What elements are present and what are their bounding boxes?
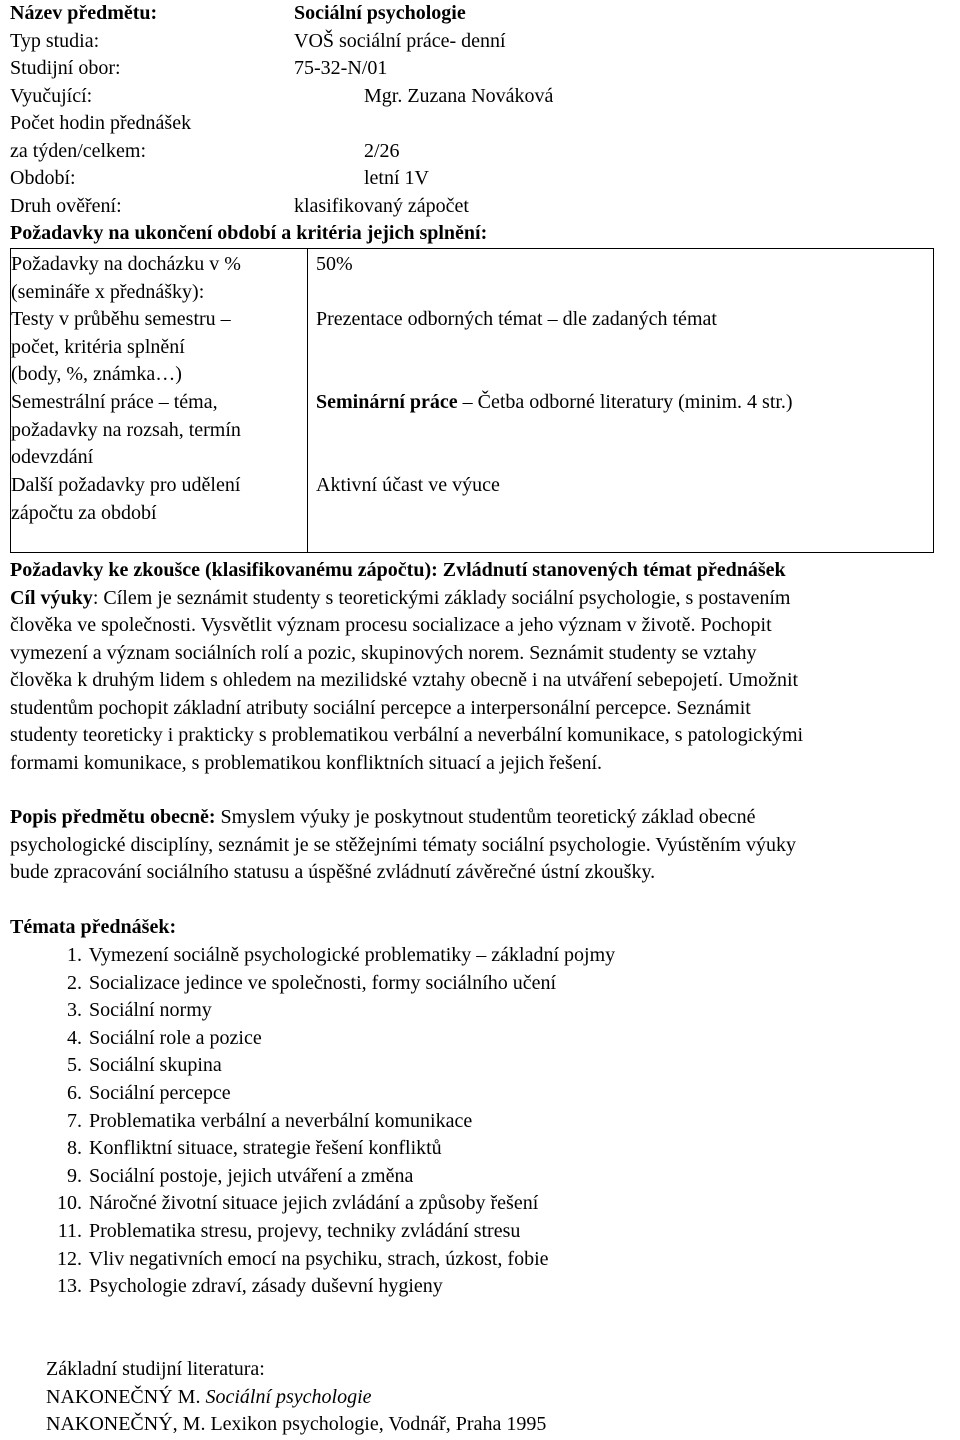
row-label-line: (semináře x přednášky): (11, 280, 205, 303)
list-item (46, 1080, 615, 1108)
list-item-number: 2. (67, 971, 82, 994)
goal-line: vymezení a význam sociálních rolí a pozic, skupinových norem. Seznámit studenty se vztahy (10, 641, 757, 664)
list-item-number: 6. (67, 1081, 82, 1104)
list-item-text: Náročné životní situace jejich zvládání a způsoby řešení (89, 1192, 539, 1215)
seminar-work-bold: Seminární práce (316, 391, 458, 413)
topics-heading: Témata přednášek: (10, 916, 177, 938)
table-row-semestral-value (316, 389, 793, 417)
topics-list (46, 942, 615, 1301)
row-label-line: zápočtu za období (11, 501, 157, 524)
list-item-number: 11. (57, 1219, 82, 1242)
description-label: Popis předmětu obecně: (10, 806, 216, 828)
list-item (46, 1135, 615, 1163)
teacher-label: Vyučující: (10, 84, 93, 107)
list-item (46, 942, 615, 970)
literature-author: NAKONEČNÝ M. (46, 1385, 206, 1408)
table-row-semestral-label (11, 389, 241, 472)
field-label: Studijní obor: (10, 57, 121, 79)
subject-value: Sociální psychologie (294, 2, 466, 24)
goal-paragraph (10, 585, 960, 778)
list-item-text: Sociální normy (89, 999, 212, 1022)
table-row-other-value: Aktivní účast ve výuce (316, 474, 500, 496)
hours-value: 2/26 (364, 139, 400, 162)
goal-line: studenty teoreticky i prakticky s problematikou verbální a neverbální komunikace, s patologickými (10, 724, 804, 746)
list-item-number: 8. (67, 1137, 82, 1160)
literature-title: Sociální psychologie (205, 1385, 372, 1408)
list-item (46, 1218, 615, 1246)
literature-item (46, 1384, 546, 1412)
teacher-value: Mgr. Zuzana Nováková (364, 84, 554, 107)
list-item-number: 10. (57, 1192, 82, 1215)
table-row-attendance-label (11, 251, 241, 306)
list-item-number: 1. (67, 944, 82, 966)
row-label-line: odevzdání (11, 446, 94, 468)
study-type-value: VOŠ sociální práce- denní (294, 29, 506, 52)
list-item-text: Sociální postoje, jejich utváření a změna (89, 1164, 414, 1187)
goal-line: člověka ve společnosti. Vysvětlit význam procesu socializace a jeho význam v životě. Pochopit (10, 614, 772, 636)
list-item-text: Vymezení sociálně psychologické problematiky – základní pojmy (88, 944, 616, 966)
list-item-number: 12. (57, 1247, 82, 1270)
list-item-number: 3. (67, 999, 82, 1022)
list-item-number: 13. (57, 1275, 82, 1298)
list-item-text: Sociální skupina (89, 1054, 222, 1077)
goal-colon: : (92, 586, 99, 609)
verification-value: klasifikovaný zápočet (294, 194, 469, 217)
row-label-line: Testy v průběhu semestru – (11, 308, 231, 330)
verification-label: Druh ověření: (10, 194, 122, 217)
description-line: bude zpracování sociálního statusu a úspěšné zvládnutí závěrečné ústní zkoušky. (10, 861, 656, 883)
literature-item: NAKONEČNÝ, M. Lexikon psychologie, Vodnář, Praha 1995 (46, 1413, 547, 1435)
goal-line: člověka k druhým lidem s ohledem na mezilidské vztahy obecně i na utváření sebepojetí. Umožnit (10, 669, 799, 691)
description-text: Smyslem výuky je poskytnout studentům teoretický základ obecné (215, 806, 756, 828)
description-line (10, 804, 960, 832)
exam-requirements: Požadavky ke zkoušce (klasifikovanému zápočtu): Zvládnutí stanovených témat přednášek (10, 559, 786, 581)
row-label-line: Další požadavky pro udělení (11, 474, 241, 496)
row-label-line: Semestrální práce – téma, (11, 391, 218, 413)
row-label-line: počet, kritéria splnění (11, 335, 185, 358)
list-item (46, 1246, 615, 1274)
requirements-table (10, 248, 934, 553)
goal-line (10, 585, 960, 613)
list-item-number: 9. (67, 1164, 82, 1187)
hours-label-1: Počet hodin přednášek (10, 112, 192, 134)
table-row-other-label (11, 472, 240, 527)
list-item (46, 1163, 615, 1191)
list-item-text: Problematika verbální a neverbální komunikace (89, 1109, 473, 1132)
row-label-line: Požadavky na docházku v % (11, 253, 241, 275)
list-item-text: Socializace jedince ve společnosti, formy sociálního učení (89, 971, 557, 994)
list-item-number: 4. (67, 1026, 82, 1049)
period-value: letní 1V (364, 167, 429, 189)
description-paragraph (10, 804, 960, 887)
list-item-text: Vliv negativních emocí na psychiku, strach, úzkost, fobie (88, 1247, 549, 1270)
period-label: Období: (10, 167, 76, 189)
literature-heading: Základní studijní literatura: (46, 1358, 265, 1380)
table-row-tests-label (11, 306, 231, 389)
list-item-text: Sociální role a pozice (89, 1026, 262, 1049)
table-column-divider (307, 249, 308, 552)
list-item-text: Problematika stresu, projevy, techniky zvládání stresu (89, 1219, 521, 1242)
goal-line: formami komunikace, s problematikou konfliktních situací a jejich řešení. (10, 751, 603, 774)
subject-label: Název předmětu: (10, 2, 158, 24)
literature-section (46, 1356, 546, 1439)
list-item (46, 1025, 615, 1053)
row-label-line: požadavky na rozsah, termín (11, 418, 241, 441)
goal-line: studentům pochopit základní atributy sociální percepce a interpersonální percepce. Seznámit (10, 696, 751, 719)
list-item (46, 1273, 615, 1301)
description-line: psychologické disciplíny, seznámit je se stěžejními tématy sociální psychologie. Vyústěním výuky (10, 833, 796, 856)
table-row-attendance-value: 50% (316, 253, 353, 275)
list-item (46, 1052, 615, 1080)
goal-label: Cíl výuky (10, 586, 93, 609)
row-label-line: (body, %, známka…) (11, 363, 182, 385)
list-item (46, 1190, 615, 1218)
list-item-text: Konfliktní situace, strategie řešení konfliktů (89, 1137, 442, 1160)
list-item (46, 997, 615, 1025)
list-item-text: Psychologie zdraví, zásady duševní hygieny (89, 1275, 443, 1298)
list-item (46, 970, 615, 998)
requirements-heading: Požadavky na ukončení období a kritéria jejich splnění: (10, 222, 488, 244)
table-row-tests-value: Prezentace odborných témat – dle zadaných témat (316, 308, 717, 330)
goal-text: Cílem je seznámit studenty s teoretickými základy sociální psychologie, s postavením (98, 586, 791, 609)
list-item-number: 5. (67, 1054, 82, 1077)
seminar-work-rest: – Četba odborné literatury (minim. 4 str.) (457, 391, 793, 413)
hours-label-2: za týden/celkem: (10, 139, 147, 162)
list-item-number: 7. (67, 1109, 82, 1132)
field-value: 75-32-N/01 (294, 57, 388, 79)
list-item-text: Sociální percepce (89, 1081, 231, 1104)
list-item (46, 1108, 615, 1136)
study-type-label: Typ studia: (10, 29, 100, 52)
